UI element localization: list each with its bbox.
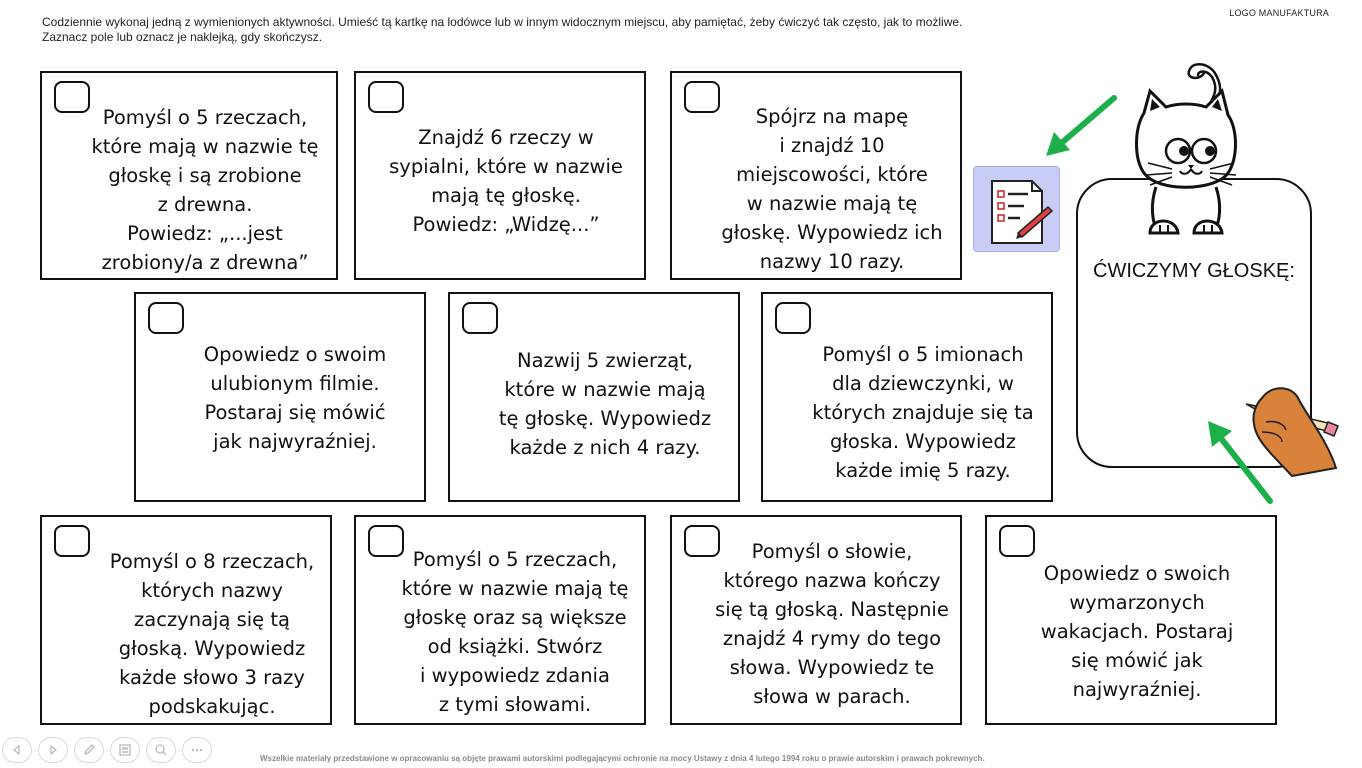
- activity-card-2: [354, 71, 646, 280]
- activity-text: Znajdź 6 rzeczy w sypialni, które w nazwie mają tę głoskę. Powiedz: „Widzę...”: [389, 126, 623, 236]
- zoom-icon: [154, 743, 168, 757]
- activity-text: Pomyśl o słowie, którego nazwa kończy się tą głoską. Następnie znajdź 4 rymy do tego słowa. Wypowiedz te słowa w parach.: [715, 540, 949, 708]
- checkbox[interactable]: [148, 302, 184, 334]
- arrow-to-checklist: [1040, 92, 1120, 162]
- checkbox[interactable]: [775, 302, 811, 334]
- zoom-button[interactable]: [146, 737, 176, 763]
- activity-card-1: [40, 71, 338, 280]
- checkbox[interactable]: [999, 525, 1035, 557]
- writing-hand-illustration: [1232, 378, 1342, 478]
- instruction-line-1: Codziennie wykonaj jedną z wymienionych aktywności. Umieść tą kartkę na lodówce lub w innym widocznym miejscu, aby pamiętać, żeby ćwiczyć tak często, jak to możliwe.: [42, 15, 963, 29]
- instruction-line-2: Zaznacz pole lub oznacz je naklejką, gdy skończysz.: [42, 30, 323, 44]
- presentation-toolbar: [2, 737, 212, 763]
- activity-text: Pomyśl o 8 rzeczach, których nazwy zaczynają się tą głoską. Wypowiedz każde słowo 3 razy podskakując.: [109, 550, 315, 718]
- previous-button[interactable]: [2, 737, 32, 763]
- cat-illustration: [1128, 55, 1244, 240]
- next-icon: [46, 743, 60, 757]
- more-icon: [190, 743, 204, 757]
- activity-text: Spójrz na mapę i znajdź 10 miejscowości, które w nazwie mają tę głoskę. Wypowiedz ich nazwy 10 razy.: [721, 105, 943, 273]
- activity-text: Pomyśl o 5 imionach dla dziewczynki, w których znajduje się ta głoska. Wypowiedz każde imię 5 razy.: [812, 343, 1034, 482]
- activity-card-4: [134, 292, 426, 502]
- activity-text: Pomyśl o 5 rzeczach, które mają w nazwie tę głoskę i są zrobione z drewna. Powiedz: „...jest zrobiony/a z drewna”: [91, 106, 319, 274]
- activity-card-8: [354, 515, 646, 725]
- activity-card-3: [670, 71, 962, 280]
- panel-title: ĆWICZYMY GŁOSKĘ:: [1093, 260, 1295, 282]
- activity-text: Nazwij 5 zwierząt, które w nazwie mają tę głoskę. Wypowiedz każde z nich 4 razy.: [498, 349, 712, 459]
- activity-text: Pomyśl o 5 rzeczach, które w nazwie mają tę głoskę oraz są większe od książki. Stwórz i wypowiedz zdania z tymi słowami.: [401, 548, 629, 716]
- checkbox[interactable]: [368, 81, 404, 113]
- slides-button[interactable]: [110, 737, 140, 763]
- activity-text: Opowiedz o swoim ulubionym filmie. Postaraj się mówić jak najwyraźniej.: [203, 343, 387, 453]
- pen-button[interactable]: [74, 737, 104, 763]
- activity-card-6: [761, 292, 1053, 502]
- activity-text: Opowiedz o swoich wymarzonych wakacjach. Postaraj się mówić jak najwyraźniej.: [1040, 562, 1234, 701]
- copyright-footer: Wszelkie materiały przedstawione w opracowaniu są objęte prawami autorskimi podlegającymi ochronie na mocy Ustawy z dnia 4 lutego 1994 roku o prawie autorskim i prawach pokrewnych.: [260, 754, 985, 763]
- pen-icon: [82, 743, 96, 757]
- activity-card-5: [448, 292, 740, 502]
- instructions: [42, 15, 1162, 45]
- activity-card-7: [40, 515, 332, 725]
- activity-card-10: [985, 515, 1277, 725]
- logo-text: LOGO MANUFAKTURA: [1229, 8, 1329, 18]
- more-button[interactable]: [182, 737, 212, 763]
- previous-icon: [10, 743, 24, 757]
- slides-icon: [118, 743, 132, 757]
- activity-card-9: [670, 515, 962, 725]
- checkbox[interactable]: [462, 302, 498, 334]
- checklist-icon: [973, 166, 1060, 252]
- next-button[interactable]: [38, 737, 68, 763]
